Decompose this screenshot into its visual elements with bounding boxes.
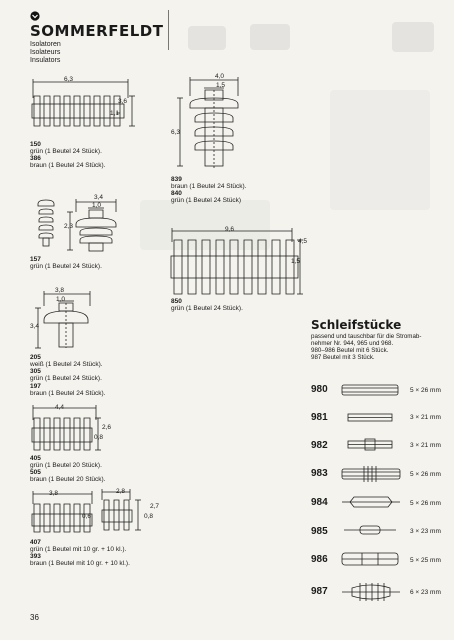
part-size: 5 × 26 mm bbox=[410, 500, 441, 507]
item-number: 393 bbox=[30, 553, 41, 560]
dim-label: 1,0 bbox=[56, 296, 66, 303]
dim-label: 4,5 bbox=[298, 238, 308, 245]
insulator-839-drawing bbox=[172, 76, 252, 174]
part-size: 5 × 26 mm bbox=[410, 471, 441, 478]
item-description: grün (1 Beutel 20 Stück). bbox=[30, 462, 102, 469]
part-number: 987 bbox=[311, 586, 328, 597]
description-line: 980–986 Beutel mit 6 Stück. bbox=[311, 347, 389, 354]
item-number: 839 bbox=[171, 176, 182, 183]
header-divider bbox=[168, 10, 169, 50]
description-line: nehmer Nr. 944, 965 und 968. bbox=[311, 340, 394, 347]
dim-label: 3,4 bbox=[94, 194, 104, 201]
part-number: 986 bbox=[311, 554, 328, 565]
dim-label: 2,3 bbox=[64, 223, 74, 230]
dim-label: 1,5 bbox=[216, 82, 226, 89]
item-number: 205 bbox=[30, 354, 41, 361]
item-description: grün (1 Beutel 24 Stück). bbox=[30, 375, 102, 382]
show-through-shape bbox=[330, 90, 430, 210]
contact-strip-980-drawing bbox=[340, 383, 402, 397]
page-number: 36 bbox=[30, 613, 39, 622]
item-description: braun (1 Beutel mit 10 gr. + 10 kl.). bbox=[30, 560, 130, 567]
item-description: braun (1 Beutel 24 Stück). bbox=[30, 162, 106, 169]
part-size: 3 × 23 mm bbox=[410, 528, 441, 535]
dim-label: 4,4 bbox=[55, 404, 65, 411]
dim-label: 9,6 bbox=[225, 226, 235, 233]
section-heading: Schleifstücke bbox=[311, 318, 402, 332]
dim-label: 3,4 bbox=[30, 323, 40, 330]
item-number: 840 bbox=[171, 190, 182, 197]
contact-strip-987-drawing bbox=[340, 579, 404, 605]
section-description bbox=[311, 333, 441, 361]
dim-label: 3,8 bbox=[49, 490, 59, 497]
item-description: braun (1 Beutel 20 Stück). bbox=[30, 476, 106, 483]
contact-strip-984-drawing bbox=[340, 494, 404, 510]
part-number: 983 bbox=[311, 468, 328, 479]
dim-label: 6,3 bbox=[64, 76, 74, 83]
brand-name: SOMMERFELDT bbox=[30, 22, 164, 40]
description-line: passend und tauschbar für die Stromab- bbox=[311, 333, 422, 340]
item-number: 386 bbox=[30, 155, 41, 162]
part-size: 5 × 25 mm bbox=[410, 557, 441, 564]
dim-label: 1,0 bbox=[92, 202, 102, 209]
contact-strip-982-drawing bbox=[346, 438, 398, 452]
description-line: 987 Beutel mit 3 Stück. bbox=[311, 354, 375, 361]
item-number: 305 bbox=[30, 368, 41, 375]
part-number: 980 bbox=[311, 384, 328, 395]
show-through-shape bbox=[392, 22, 434, 52]
brand-logo-icon bbox=[30, 11, 40, 21]
insulator-150-drawing bbox=[30, 78, 140, 140]
item-description: braun (1 Beutel 24 Stück). bbox=[171, 183, 247, 190]
item-number: 157 bbox=[30, 256, 41, 263]
subtitle-line: Insulators bbox=[30, 57, 61, 64]
item-description: grün (1 Beutel 24 Stück). bbox=[30, 148, 102, 155]
part-size: 3 × 21 mm bbox=[410, 414, 441, 421]
dim-label: 6,3 bbox=[171, 129, 181, 136]
subtitle-line: Isolatoren bbox=[30, 41, 61, 48]
contact-strip-985-drawing bbox=[342, 524, 402, 536]
dim-label: 4,0 bbox=[215, 73, 225, 80]
insulator-157-drawing bbox=[30, 194, 130, 254]
dim-label: 3,6 bbox=[118, 98, 128, 105]
item-description: grün (1 Beutel mit 10 gr. + 10 kl.). bbox=[30, 546, 127, 553]
item-description: braun (1 Beutel 24 Stück). bbox=[30, 390, 106, 397]
item-number: 150 bbox=[30, 141, 41, 148]
part-number: 981 bbox=[311, 412, 328, 423]
part-number: 985 bbox=[311, 526, 328, 537]
part-size: 5 × 26 mm bbox=[410, 387, 441, 394]
dim-label: 1,1 bbox=[110, 110, 120, 117]
item-number: 850 bbox=[171, 298, 182, 305]
item-number: 405 bbox=[30, 455, 41, 462]
insulator-850-drawing bbox=[168, 226, 308, 296]
part-number: 984 bbox=[311, 497, 328, 508]
contact-strip-981-drawing bbox=[346, 412, 396, 424]
item-number: 407 bbox=[30, 539, 41, 546]
item-description: grün (1 Beutel 24 Stück). bbox=[30, 263, 102, 270]
item-description: grün (1 Beutel 24 Stück). bbox=[171, 305, 243, 312]
item-description: weiß (1 Beutel 24 Stück). bbox=[30, 361, 103, 368]
contact-strip-983-drawing bbox=[340, 464, 404, 484]
dim-label: 2,8 bbox=[116, 488, 126, 495]
item-number: 197 bbox=[30, 383, 41, 390]
dim-label: 2,6 bbox=[102, 424, 112, 431]
dim-label: 0,6 bbox=[82, 513, 92, 520]
show-through-shape bbox=[250, 24, 290, 50]
dim-label: 2,7 bbox=[150, 503, 160, 510]
subtitle-line: Isolateurs bbox=[30, 49, 61, 56]
contact-strip-986-drawing bbox=[340, 550, 404, 568]
dim-label: 3,8 bbox=[55, 287, 65, 294]
item-number: 505 bbox=[30, 469, 41, 476]
part-size: 3 × 21 mm bbox=[410, 442, 441, 449]
item-description: grün (1 Beutel 24 Stück) bbox=[171, 197, 242, 204]
dim-label: 1,5 bbox=[291, 258, 301, 265]
part-number: 982 bbox=[311, 440, 328, 451]
dim-label: 0,8 bbox=[94, 434, 104, 441]
show-through-shape bbox=[188, 26, 226, 50]
part-size: 6 × 23 mm bbox=[410, 589, 441, 596]
dim-label: 0,8 bbox=[144, 513, 154, 520]
